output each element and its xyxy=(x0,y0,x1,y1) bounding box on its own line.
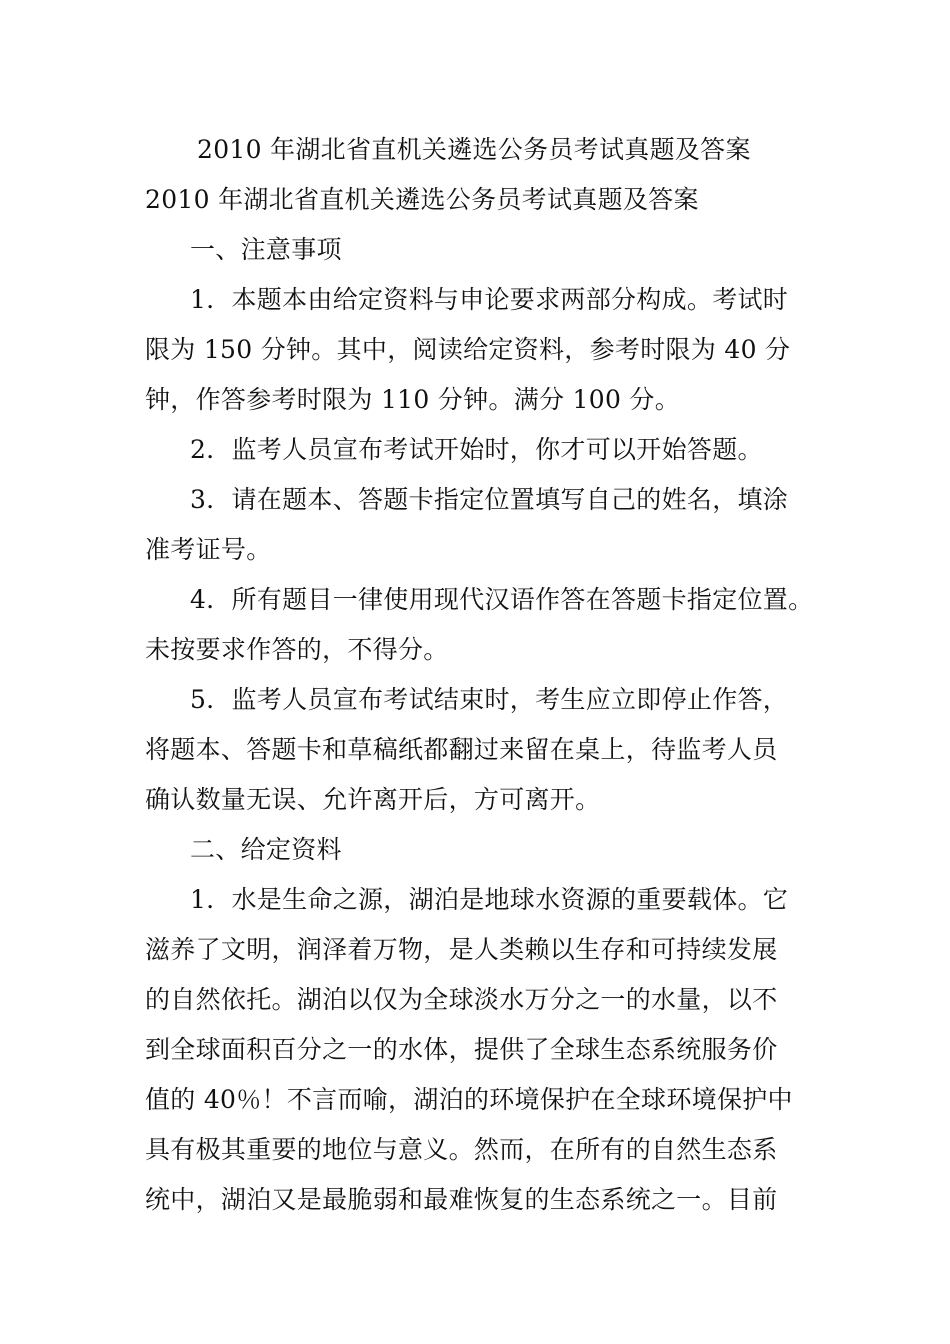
document-subtitle: 2010 年湖北省直机关遴选公务员考试真题及答案 xyxy=(145,185,699,214)
paragraph-line: 将题本、答题卡和草稿纸都翻过来留在桌上，待监考人员 xyxy=(145,735,778,764)
paragraph-line: 具有极其重要的地位与意义。然而，在所有的自然生态系 xyxy=(145,1135,778,1164)
paragraph-line: 3．请在题本、答题卡指定位置填写自己的姓名，填涂 xyxy=(190,485,789,514)
section-heading-materials: 二、给定资料 xyxy=(190,835,342,864)
section-heading-notes: 一、注意事项 xyxy=(190,235,342,264)
paragraph-line: 5．监考人员宣布考试结束时，考生应立即停止作答， xyxy=(190,685,789,714)
paragraph-line: 1．水是生命之源，湖泊是地球水资源的重要载体。它 xyxy=(190,885,789,914)
paragraph-line: 2．监考人员宣布考试开始时，你才可以开始答题。 xyxy=(190,435,763,464)
paragraph-line: 确认数量无误、允许离开后，方可离开。 xyxy=(145,785,601,814)
paragraph-line: 未按要求作答的，不得分。 xyxy=(145,635,449,664)
paragraph-line: 的自然依托。湖泊以仅为全球淡水万分之一的水量，以不 xyxy=(145,985,778,1014)
document-title: 2010 年湖北省直机关遴选公务员考试真题及答案 xyxy=(197,135,751,164)
paragraph-line: 统中，湖泊又是最脆弱和最难恢复的生态系统之一。目前 xyxy=(145,1185,778,1214)
paragraph-line: 值的 40％！不言而喻，湖泊的环境保护在全球环境保护中 xyxy=(145,1085,793,1114)
paragraph-line: 1．本题本由给定资料与申论要求两部分构成。考试时 xyxy=(190,285,789,314)
paragraph-line: 4．所有题目一律使用现代汉语作答在答题卡指定位置。 xyxy=(190,585,814,614)
paragraph-line: 限为 150 分钟。其中，阅读给定资料，参考时限为 40 分 xyxy=(145,335,791,364)
paragraph-line: 钟，作答参考时限为 110 分钟。满分 100 分。 xyxy=(145,385,681,414)
paragraph-line: 滋养了文明，润泽着万物，是人类赖以生存和可持续发展 xyxy=(145,935,778,964)
paragraph-line: 到全球面积百分之一的水体，提供了全球生态系统服务价 xyxy=(145,1035,778,1064)
paragraph-line: 准考证号。 xyxy=(145,535,272,564)
